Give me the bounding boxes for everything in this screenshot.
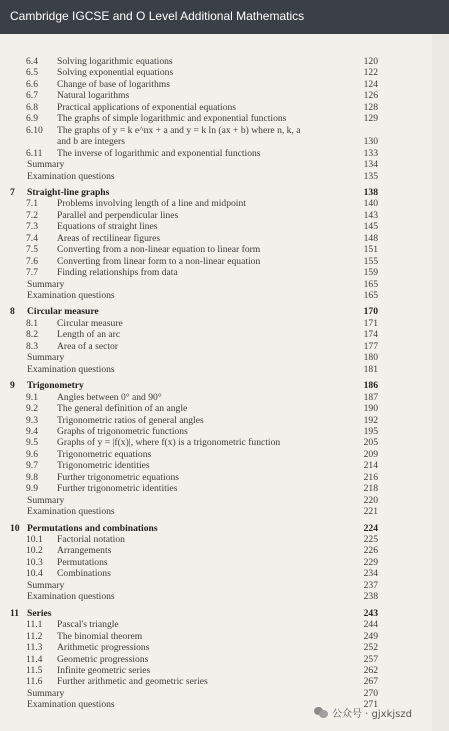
toc-entry [0,67,449,78]
toc-entry [0,449,449,460]
page-number: 159 [363,267,378,279]
entry-title: Area of a sector [57,340,118,352]
page-number: 133 [363,147,378,159]
watermark [314,703,412,721]
toc-entry [0,136,449,147]
entry-title: Parallel and perpendicular lines [57,209,179,221]
wechat-icon [314,706,328,718]
entry-title: Converting from linear form to a non-linear equation [57,255,261,267]
entry-title: Series [27,607,52,619]
page-number: 195 [363,425,378,437]
chapter-heading [0,523,449,534]
section-number: 9.3 [26,414,38,426]
section-number: 8.1 [26,317,38,329]
toc-entry [0,90,449,101]
page-number: 129 [363,113,378,125]
page-number: 257 [363,653,378,665]
page-number: 165 [363,278,378,290]
entry-title: The general definition of an angle [57,403,188,414]
page-number: 238 [363,591,378,603]
page-number: 262 [363,665,378,676]
section-number: 6.8 [26,101,38,113]
page-number: 122 [363,67,378,79]
section-number: 10.4 [26,568,43,580]
page-number: 216 [363,471,378,483]
toc-extra-entry [0,159,449,170]
chapter-number: 10 [10,522,20,534]
page-number: 229 [363,556,378,568]
section-number: 11.5 [26,665,43,676]
page-number: 126 [363,90,378,102]
toc-extra-entry [0,290,449,301]
entry-title: Geometric progressions [57,653,149,665]
page-number: 165 [363,290,378,301]
toc-entry [0,267,449,278]
entry-title: Finding relationships from data [57,267,178,279]
section-number: 9.1 [26,391,38,403]
toc-entry [0,460,449,471]
entry-title: Combinations [57,568,111,580]
entry-title: The graphs of simple logarithmic and exponential functions [57,113,287,125]
page-number: 120 [363,56,378,67]
section-number: 7.2 [26,209,38,221]
page-number: 214 [363,460,378,472]
entry-title: and b are integers [57,136,125,148]
toc-entry [0,148,449,159]
section-number: 9.2 [26,403,38,414]
section-number: 9.7 [26,460,38,472]
entry-title: Further trigonometric identities [57,483,178,495]
entry-title: Circular measure [57,317,123,329]
entry-title: Arithmetic progressions [57,642,150,653]
page-number: 140 [363,198,378,210]
page-number: 237 [363,579,378,591]
page-number: 151 [363,244,378,256]
section-number: 9.6 [26,448,38,460]
toc-entry [0,415,449,426]
page-number: 145 [363,221,378,233]
page-number: 143 [363,209,378,221]
chapter-heading [0,608,449,619]
toc-entry [0,534,449,545]
toc-entry [0,557,449,568]
section-number: 9.9 [26,483,38,495]
entry-title: Further trigonometric equations [57,471,180,483]
entry-title: Examination questions [27,363,115,375]
section-number: 11.1 [26,619,43,631]
section-number: 7.7 [26,267,38,279]
page-number: 249 [363,630,378,642]
toc-entry [0,125,449,136]
toc-entry [0,403,449,414]
toc-extra-entry [0,279,449,290]
page-number: 271 [363,699,378,711]
entry-title: Examination questions [27,699,115,711]
entry-title: Infinite geometric series [57,665,151,676]
toc-entry [0,665,449,676]
page-number: 186 [363,380,378,392]
toc-extra-entry [0,688,449,699]
section-number: 7.1 [26,198,38,210]
page-number: 234 [363,568,378,580]
page-number: 180 [363,352,378,364]
section-number: 8.3 [26,340,38,352]
page-number: 225 [363,534,378,545]
section-number: 7.3 [26,221,38,233]
entry-title: Areas of rectilinear figures [57,232,161,244]
entry-title: Practical applications of exponential equations [57,101,237,113]
section-number: 7.6 [26,255,38,267]
section-number: 9.5 [26,437,38,449]
page-number: 155 [363,255,378,267]
toc-extra-entry [0,580,449,591]
toc-entry [0,221,449,232]
page-number: 192 [363,414,378,426]
toc-entry [0,654,449,665]
entry-title: Summary [27,494,65,506]
toc-extra-entry [0,591,449,602]
toc-extra-entry [0,171,449,182]
toc-entry [0,113,449,124]
page-number: 134 [363,159,378,171]
toc-entry [0,341,449,352]
entry-title: Examination questions [27,506,115,518]
toc-entry [0,568,449,579]
book-title: Cambridge IGCSE and O Level Additional Mathematics [10,9,305,23]
entry-title: Graphs of trigonometric functions [57,425,188,437]
chapter-heading [0,187,449,198]
entry-title: Summary [27,579,65,591]
entry-title: Examination questions [27,170,115,182]
section-number: 9.4 [26,425,38,437]
page-number: 187 [363,391,378,403]
toc-entry [0,437,449,448]
watermark-text: 公众号 · gjxkjszd [332,708,412,720]
page-number: 221 [363,506,378,518]
section-number: 11.2 [26,630,43,642]
entry-title: Straight-line graphs [27,187,110,198]
entry-title: Summary [27,159,65,171]
entry-title: Trigonometry [27,380,84,392]
page-number: 130 [363,136,378,148]
toc-entry [0,426,449,437]
section-number: 11.6 [26,676,43,688]
page-header [0,0,449,34]
chapter-number: 11 [10,607,20,619]
page-number: 190 [363,403,378,414]
page-number: 124 [363,78,378,90]
entry-title: Arrangements [57,545,112,557]
toc-entry [0,244,449,255]
toc-entry [0,102,449,113]
toc-entry [0,233,449,244]
page-number: 243 [363,607,378,619]
section-number: 6.6 [26,78,38,90]
entry-title: Trigonometric equations [57,448,152,460]
entry-title: Summary [27,352,65,364]
entry-title: Summary [27,278,65,290]
toc-entry [0,329,449,340]
page-number: 138 [363,187,378,198]
section-number: 11.4 [26,653,43,665]
section-number: 8.2 [26,329,38,341]
entry-title: Graphs of y = |f(x)|, where f(x) is a trigonometric function [57,437,281,449]
chapter-heading [0,380,449,391]
page-number: 209 [363,448,378,460]
entry-title: The inverse of logarithmic and exponential functions [57,147,261,159]
page-number: 135 [363,170,378,182]
entry-title: Summary [27,687,65,699]
section-number: 6.11 [26,147,43,159]
section-number: 10.1 [26,534,43,545]
toc-entry [0,676,449,687]
page-number: 177 [363,340,378,352]
toc-extra-entry [0,364,449,375]
toc-entry [0,318,449,329]
page-number: 226 [363,545,378,557]
entry-title: Length of an arc [57,329,121,341]
toc-entry [0,642,449,653]
page-number: 270 [363,687,378,699]
toc-entry [0,79,449,90]
toc-entry [0,210,449,221]
page-number: 267 [363,676,378,688]
section-number: 7.5 [26,244,38,256]
entry-title: Trigonometric identities [57,460,150,472]
section-number: 11.3 [26,642,43,653]
section-number: 9.8 [26,471,38,483]
entry-title: Further arithmetic and geometric series [57,676,208,688]
page-number: 174 [363,329,378,341]
entry-title: Angles between 0° and 90° [57,391,162,403]
section-number: 6.5 [26,67,38,79]
toc-entry [0,198,449,209]
page-number: 148 [363,232,378,244]
entry-title: Equations of straight lines [57,221,158,233]
page-number: 128 [363,101,378,113]
entry-title: Solving exponential equations [57,67,174,79]
entry-title: Factorial notation [57,534,125,545]
toc-entry [0,56,449,67]
section-number: 6.4 [26,56,38,67]
entry-title: Natural logarithms [57,90,130,102]
section-number: 10.2 [26,545,43,557]
page-number: 252 [363,642,378,653]
toc-entry [0,483,449,494]
section-number: 10.3 [26,556,43,568]
page-number: 171 [363,317,378,329]
toc-entry [0,256,449,267]
chapter-number: 7 [10,187,15,198]
toc-entry [0,631,449,642]
toc-entry [0,472,449,483]
page-number: 224 [363,522,378,534]
entry-title: Examination questions [27,290,115,301]
section-number: 7.4 [26,232,38,244]
entry-title: Permutations [57,556,108,568]
entry-title: Circular measure [27,306,99,318]
section-number: 6.9 [26,113,38,125]
page-number: 181 [363,363,378,375]
toc-extra-entry [0,495,449,506]
chapter-heading [0,306,449,317]
section-number: 6.7 [26,90,38,102]
section-number: 6.10 [26,124,43,136]
page-number: 244 [363,619,378,631]
entry-title: Trigonometric ratios of general angles [57,414,204,426]
toc-entry [0,545,449,556]
page-number: 220 [363,494,378,506]
entry-title: Pascal's triangle [57,619,119,631]
chapter-number: 9 [10,380,15,392]
toc-extra-entry [0,352,449,363]
chapter-number: 8 [10,306,15,318]
toc-extra-entry [0,506,449,517]
entry-title: Change of base of logarithms [57,78,170,90]
entry-title: The graphs of y = k e^nx + a and y = k ln (ax + b) where n, k, a [57,124,301,136]
entry-title: Converting from a non-linear equation to linear form [57,244,261,256]
page-number: 170 [363,306,378,318]
entry-title: The binomial theorem [57,630,143,642]
entry-title: Solving logarithmic equations [57,56,173,67]
entry-title: Problems involving length of a line and midpoint [57,198,246,210]
toc-entry [0,619,449,630]
entry-title: Permutations and combinations [27,522,158,534]
page-number: 205 [363,437,378,449]
page-number: 218 [363,483,378,495]
toc-entry [0,392,449,403]
entry-title: Examination questions [27,591,115,603]
